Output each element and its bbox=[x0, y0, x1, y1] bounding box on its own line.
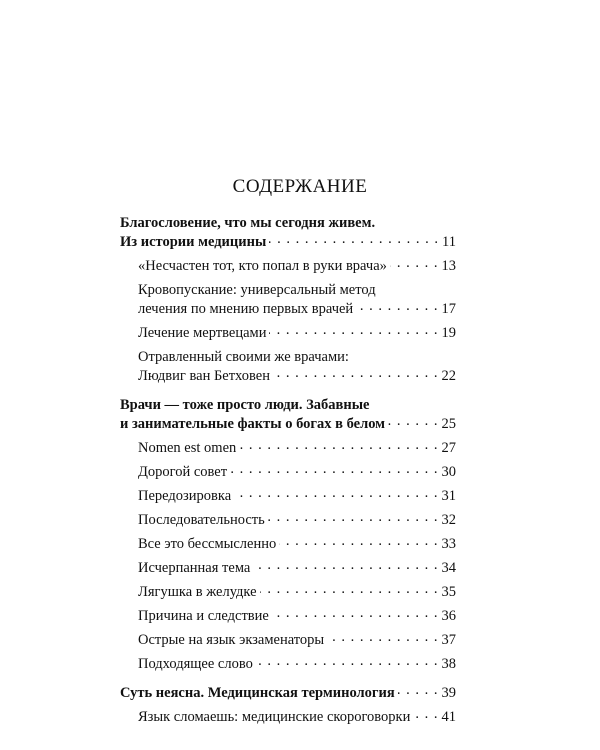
toc-entry-line1: Кровопускание: универсальный метод bbox=[138, 282, 376, 298]
toc-entry-row bbox=[138, 300, 456, 319]
section-heading bbox=[120, 214, 456, 252]
page-number: 17 bbox=[441, 301, 456, 317]
section-heading-row bbox=[120, 415, 456, 434]
section-heading-row bbox=[120, 684, 456, 703]
toc-section bbox=[120, 396, 456, 674]
toc-entry[interactable] bbox=[120, 607, 456, 626]
dot-leader bbox=[230, 464, 438, 476]
section-heading-row bbox=[120, 233, 456, 252]
toc-entry-row bbox=[138, 257, 456, 276]
dot-leader bbox=[239, 440, 438, 452]
toc-entry[interactable] bbox=[120, 281, 456, 319]
page-number: 41 bbox=[441, 709, 456, 725]
toc-entry[interactable] bbox=[120, 583, 456, 602]
toc-entry-row bbox=[138, 367, 456, 386]
section-heading-line1: Врачи — тоже просто люди. Забавные bbox=[120, 397, 370, 413]
dot-leader bbox=[272, 608, 439, 620]
toc-section bbox=[120, 214, 456, 386]
toc-entry-text: Людвиг ван Бетховен bbox=[138, 368, 270, 384]
dot-leader bbox=[253, 560, 438, 572]
toc-entry-row bbox=[138, 463, 456, 482]
page-number: 25 bbox=[441, 416, 456, 432]
toc-entry-row bbox=[138, 487, 456, 506]
dot-leader bbox=[268, 512, 439, 524]
toc-entry-text: Передозировка bbox=[138, 488, 232, 504]
toc-entry[interactable] bbox=[120, 257, 456, 276]
section-heading bbox=[120, 684, 456, 703]
page-number: 39 bbox=[441, 685, 456, 701]
toc-entry[interactable] bbox=[120, 511, 456, 530]
dot-leader bbox=[273, 368, 439, 380]
page-number: 37 bbox=[441, 632, 456, 648]
toc-entry[interactable] bbox=[120, 708, 456, 727]
toc-entry-row bbox=[138, 655, 456, 674]
toc-entry-row bbox=[138, 439, 456, 458]
toc-entry[interactable] bbox=[120, 439, 456, 458]
toc-entry-text: Язык сломаешь: медицинские скороговорки bbox=[138, 709, 411, 725]
section-heading-text: Из истории медицины bbox=[120, 234, 267, 250]
toc-entry-row bbox=[138, 583, 456, 602]
dot-leader bbox=[260, 584, 439, 596]
page-number: 11 bbox=[442, 234, 456, 250]
toc-entry-text: Подходящее слово bbox=[138, 656, 253, 672]
section-heading-line1: Благословение, что мы сегодня живем. bbox=[120, 215, 376, 231]
section-heading-text: Суть неясна. Медицинская терминология bbox=[120, 685, 395, 701]
toc-entry-text: Последовательность bbox=[138, 512, 265, 528]
table-of-contents bbox=[120, 214, 456, 737]
section-heading-text: и занимательные факты о богах в белом bbox=[120, 416, 386, 432]
toc-entry[interactable] bbox=[120, 487, 456, 506]
toc-entry-text: Причина и следствие bbox=[138, 608, 269, 624]
page-number: 35 bbox=[441, 584, 456, 600]
dot-leader bbox=[356, 301, 438, 313]
dot-leader bbox=[413, 709, 438, 721]
page-number: 36 bbox=[441, 608, 456, 624]
dot-leader bbox=[327, 632, 438, 644]
toc-entry-text: Исчерпанная тема bbox=[138, 560, 251, 576]
dot-leader bbox=[269, 234, 439, 246]
toc-entry-line1: Отравленный своими же врачами: bbox=[138, 349, 349, 365]
page-number: 33 bbox=[441, 536, 456, 552]
page-number: 31 bbox=[441, 488, 456, 504]
page-number: 22 bbox=[441, 368, 456, 384]
toc-section bbox=[120, 684, 456, 727]
page-number: 34 bbox=[441, 560, 456, 576]
toc-entry-text: «Несчастен тот, кто попал в руки врача» bbox=[138, 258, 387, 274]
toc-entry[interactable] bbox=[120, 631, 456, 650]
toc-entry-text: Все это бессмысленно bbox=[138, 536, 277, 552]
dot-leader bbox=[398, 685, 439, 697]
toc-entry[interactable] bbox=[120, 348, 456, 386]
page-number: 38 bbox=[441, 656, 456, 672]
toc-entry-text: лечения по мнению первых врачей bbox=[138, 301, 354, 317]
dot-leader bbox=[269, 325, 438, 337]
toc-entry-text: Дорогой совет bbox=[138, 464, 228, 480]
dot-leader bbox=[234, 488, 438, 500]
page-number: 19 bbox=[441, 325, 456, 341]
dot-leader bbox=[256, 656, 439, 668]
toc-entry-text: Острые на язык экзаменаторы bbox=[138, 632, 325, 648]
toc-entry[interactable] bbox=[120, 463, 456, 482]
toc-entry[interactable] bbox=[120, 559, 456, 578]
toc-entry-text: Nomen est omen bbox=[138, 440, 237, 456]
page-number: 32 bbox=[441, 512, 456, 528]
toc-entry[interactable] bbox=[120, 655, 456, 674]
toc-entry-row bbox=[138, 708, 456, 727]
toc-entry-row bbox=[138, 511, 456, 530]
page-number: 13 bbox=[441, 258, 456, 274]
dot-leader bbox=[279, 536, 438, 548]
section-heading bbox=[120, 396, 456, 434]
toc-entry[interactable] bbox=[120, 324, 456, 343]
dot-leader bbox=[388, 416, 438, 428]
toc-entry-row bbox=[138, 535, 456, 554]
toc-title: СОДЕРЖАНИЕ bbox=[232, 176, 368, 197]
toc-entry-row bbox=[138, 631, 456, 650]
toc-entry-row bbox=[138, 324, 456, 343]
dot-leader bbox=[390, 258, 439, 270]
toc-entry-text: Лечение мертвецами bbox=[138, 325, 267, 341]
toc-entry-text: Лягушка в желудке bbox=[138, 584, 257, 600]
toc-entry-row bbox=[138, 559, 456, 578]
toc-entry[interactable] bbox=[120, 535, 456, 554]
page-number: 27 bbox=[441, 440, 456, 456]
toc-entry-row bbox=[138, 607, 456, 626]
page-number: 30 bbox=[441, 464, 456, 480]
